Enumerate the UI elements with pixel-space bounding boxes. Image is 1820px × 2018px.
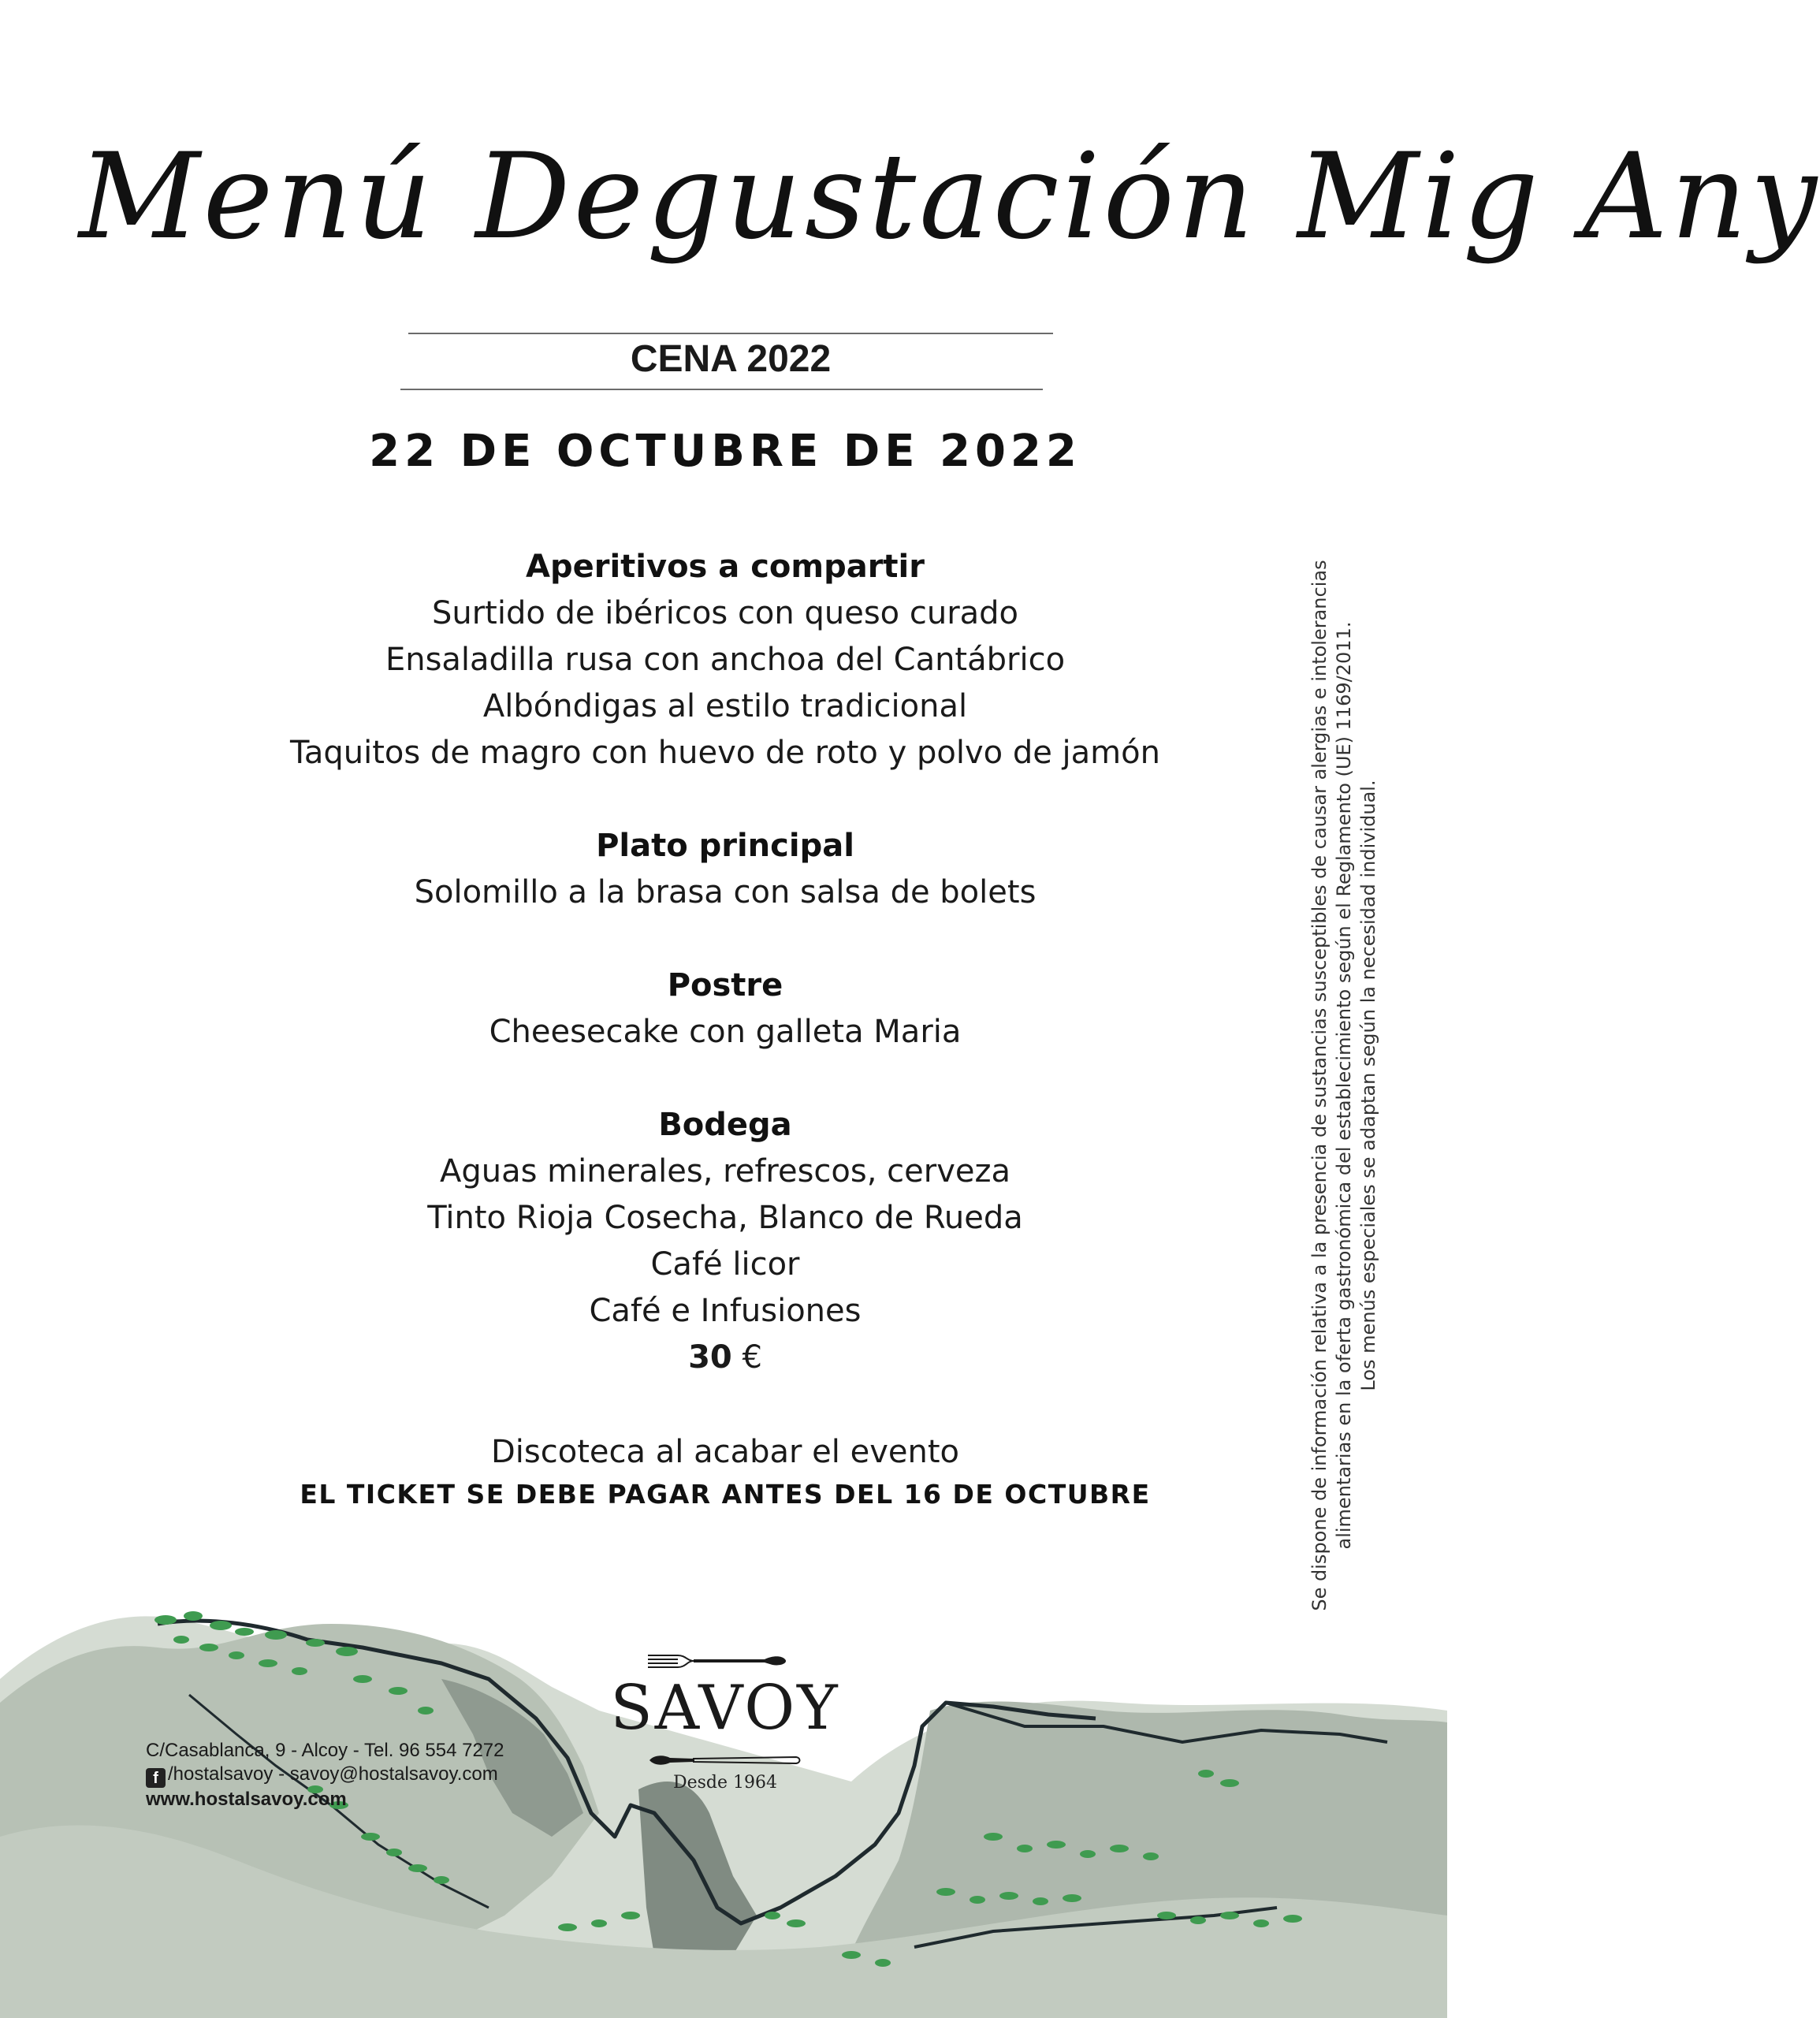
menu-section-bodega — [158, 1102, 1293, 1381]
contact-address: C/Casablanca, 9 - Alcoy - Tel. 96 554 7272 — [146, 1740, 504, 1761]
menu-item: Taquitos de magro con huevo de roto y polvo de jamón — [290, 735, 1160, 771]
menu-section-aperitivos — [158, 544, 1293, 776]
allergy-line: alimentarias en la oferta gastronómica del establecimiento según el Reglamento (UE) 1169/2011. — [1332, 621, 1355, 1550]
menu-section-postre — [158, 962, 1293, 1056]
savoy-logo — [583, 1640, 867, 1793]
logo-since: Desde 1964 — [672, 1773, 778, 1793]
menu-list — [158, 544, 1293, 1381]
menu-item: Ensaladilla rusa con anchoa del Cantábrico — [385, 642, 1066, 678]
contact-block — [146, 1739, 587, 1811]
fork-icon — [646, 1649, 796, 1673]
facebook-icon: f — [146, 1768, 166, 1788]
section-heading: Bodega — [658, 1107, 792, 1143]
section-heading: Postre — [667, 967, 783, 1003]
menu-price — [158, 1335, 1293, 1381]
menu-item: Surtido de ibéricos con queso curado — [431, 595, 1019, 631]
logo-wordmark: SAVOY — [610, 1673, 840, 1744]
menu-item: Solomillo a la brasa con salsa de bolets — [414, 874, 1037, 910]
menu-title: Menú Degustación Mig Any — [79, 128, 1820, 266]
allergy-line: Los menús especiales se adaptan según la necesidad individual. — [1357, 780, 1379, 1391]
menu-item: Albóndigas al estilo tradicional — [482, 688, 968, 724]
contact-social — [146, 1763, 587, 1788]
event-date: 22 DE OCTUBRE DE 2022 — [369, 426, 1081, 477]
allergy-notice — [1293, 514, 1395, 1657]
knife-icon — [646, 1750, 804, 1770]
section-heading: Aperitivos a compartir — [526, 549, 925, 585]
price-currency: € — [742, 1339, 762, 1376]
section-heading: Plato principal — [596, 828, 854, 864]
allergy-line: Se dispone de información relativa a la presencia de sustancias susceptibles de causar alergias e intolerancias — [1308, 560, 1331, 1611]
contact-social-text[interactable]: /hostalsavoy - savoy@hostalsavoy.com — [168, 1763, 498, 1785]
price-amount: 30 — [688, 1339, 732, 1376]
menu-item: Cheesecake con galleta Maria — [489, 1014, 962, 1050]
menu-item: Café licor — [650, 1246, 800, 1283]
menu-subtitle: CENA 2022 — [630, 338, 832, 380]
contact-website[interactable]: www.hostalsavoy.com — [146, 1789, 347, 1810]
event-note: Discoteca al acabar el evento — [491, 1434, 959, 1470]
divider-bottom — [400, 389, 1043, 390]
menu-item: Tinto Rioja Cosecha, Blanco de Rueda — [427, 1200, 1023, 1236]
ticket-note: EL TICKET SE DEBE PAGAR ANTES DEL 16 DE OCTUBRE — [300, 1479, 1151, 1510]
menu-item: Café e Infusiones — [589, 1293, 862, 1329]
menu-item: Aguas minerales, refrescos, cerveza — [439, 1153, 1010, 1190]
menu-section-principal — [158, 823, 1293, 916]
